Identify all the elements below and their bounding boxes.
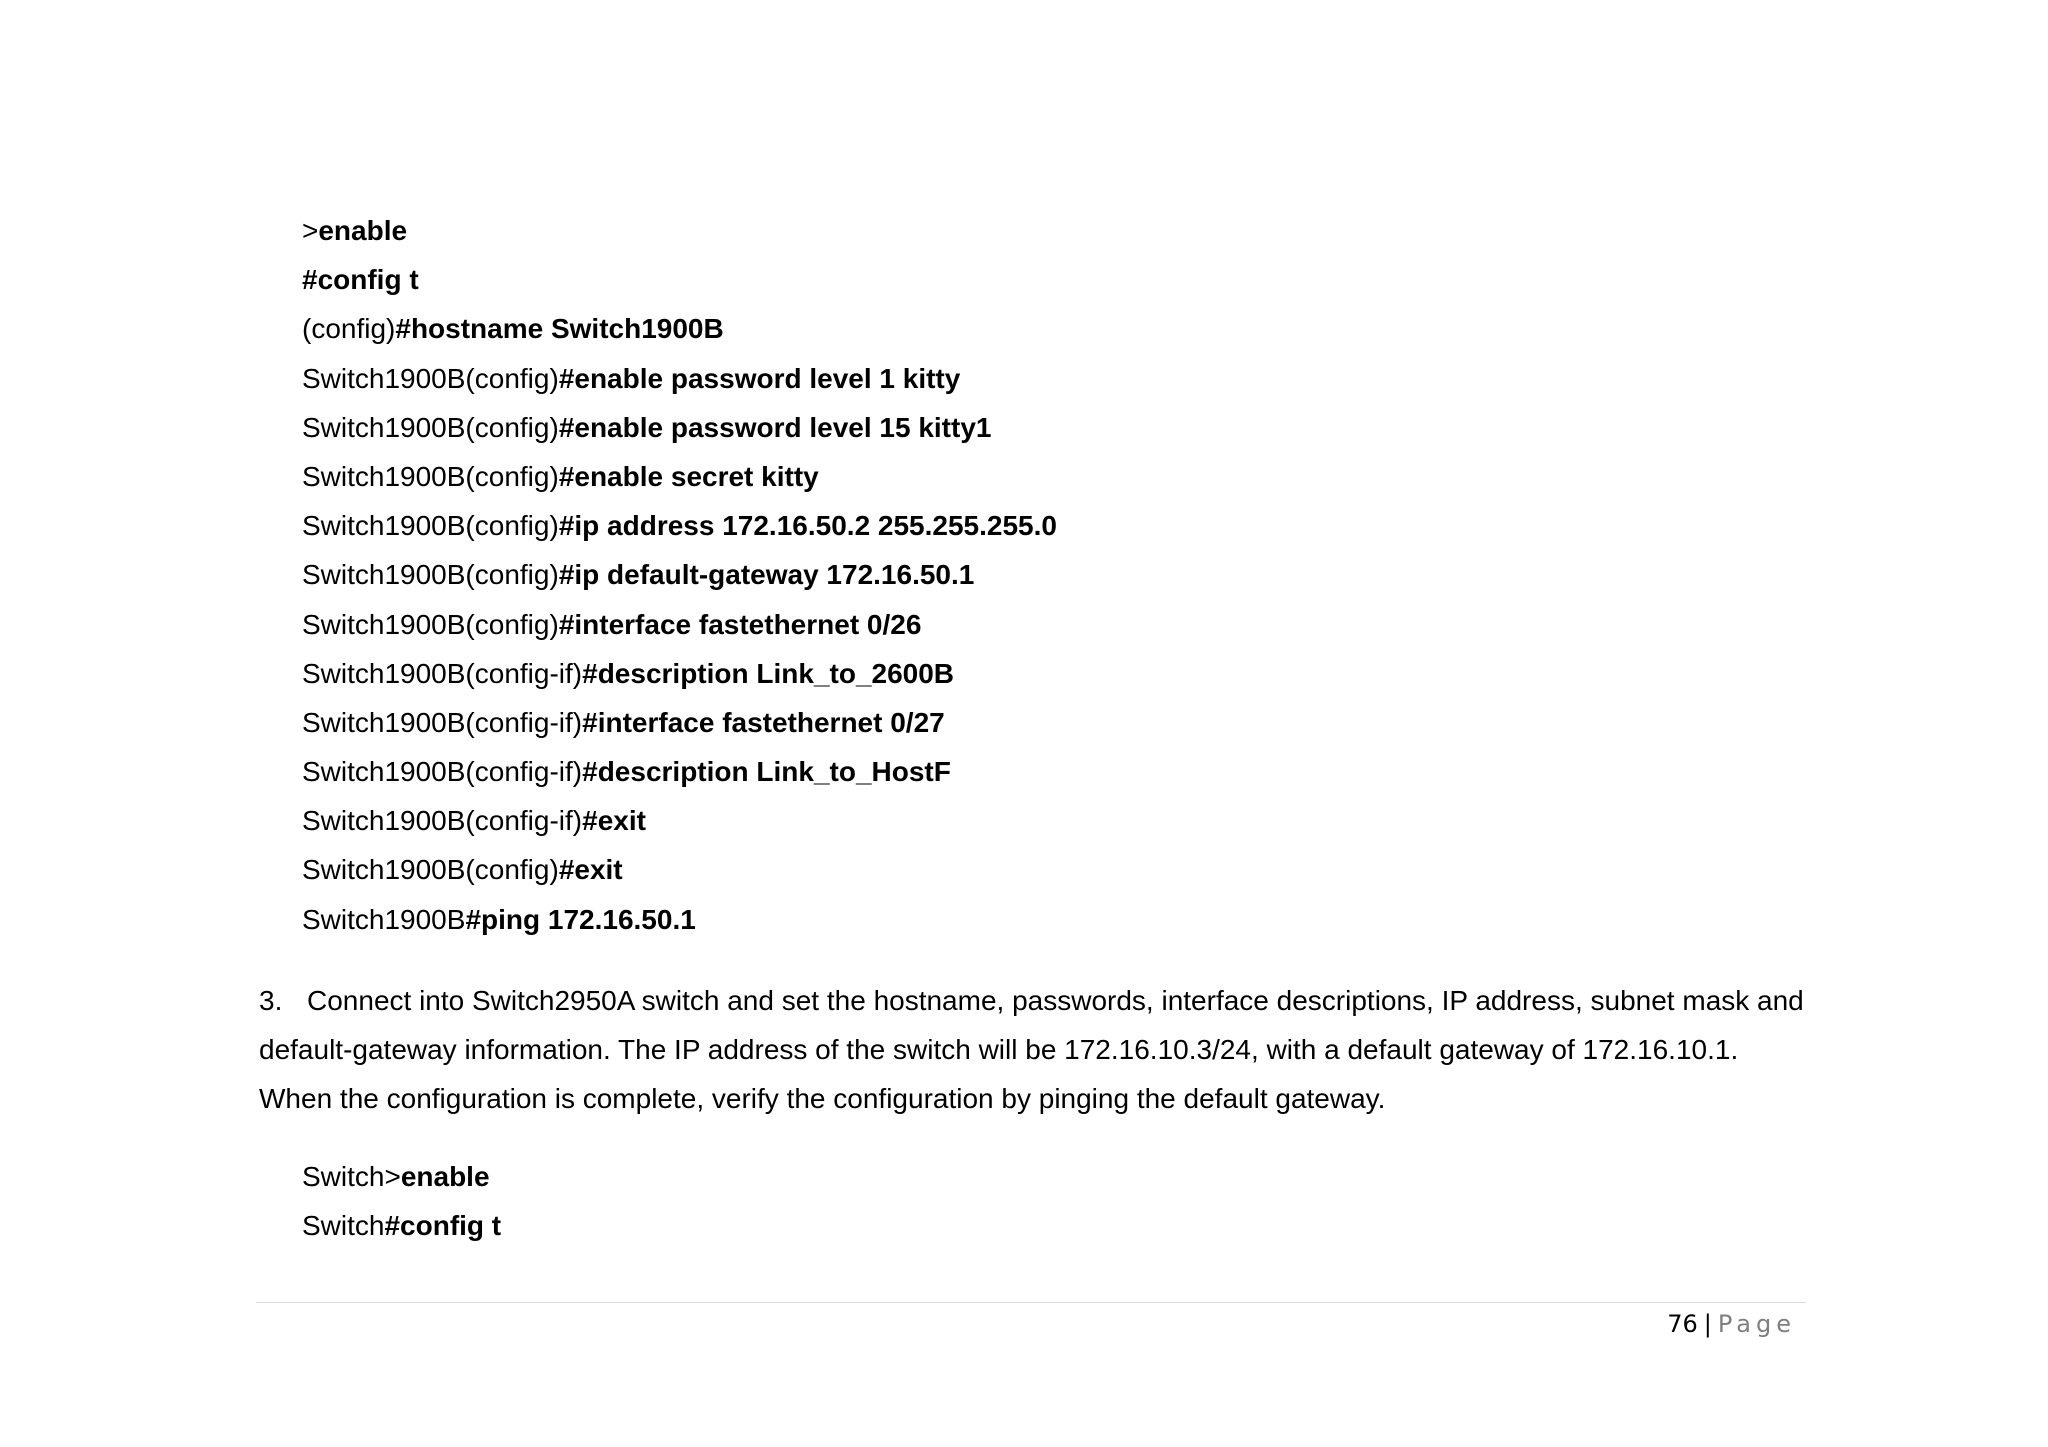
command-listing-switch1900b: [302, 206, 1057, 944]
command-line: [302, 255, 1057, 304]
cli-prompt: Switch1900B: [302, 903, 466, 935]
command-line: [302, 895, 1057, 944]
cli-prompt: Switch1900B(config): [302, 411, 559, 443]
step-number: 3.: [259, 985, 283, 1016]
command-line: [302, 649, 1057, 698]
command-line: [302, 747, 1057, 796]
cli-command: #description Link_to_HostF: [582, 756, 951, 788]
command-line: [302, 304, 1057, 353]
cli-prompt: (config): [302, 313, 396, 345]
command-line: [302, 550, 1057, 599]
footer-separator: |: [1703, 1310, 1712, 1338]
command-line: [302, 1201, 501, 1250]
cli-prompt: >: [302, 215, 319, 246]
cli-prompt: Switch1900B(config): [302, 608, 559, 640]
cli-command: #description Link_to_2600B: [582, 657, 955, 689]
command-line: [302, 501, 1057, 550]
cli-command: enable: [400, 1161, 490, 1192]
page-footer: [1667, 1307, 1796, 1341]
cli-command: #ip default-gateway 172.16.50.1: [558, 559, 975, 591]
cli-command: #enable password level 15 kitty1: [558, 411, 992, 443]
cli-prompt: Switch1900B(config): [302, 854, 559, 886]
cli-command: #hostname Switch1900B: [395, 313, 724, 345]
cli-command: #exit: [558, 854, 623, 886]
page-number: 76: [1667, 1310, 1698, 1338]
cli-prompt: Switch1900B(config): [302, 559, 559, 591]
cli-prompt: Switch1900B(config-if): [302, 805, 583, 837]
command-line: [302, 452, 1057, 501]
cli-prompt: Switch1900B(config): [302, 460, 559, 492]
command-line: [302, 1152, 501, 1201]
command-line: [302, 206, 1057, 255]
command-line: [302, 845, 1057, 894]
command-line: [302, 403, 1057, 452]
cli-prompt: Switch: [302, 1210, 385, 1242]
cli-prompt: Switch>: [302, 1161, 401, 1192]
cli-prompt: Switch1900B(config): [302, 362, 559, 394]
page-label: Page: [1717, 1310, 1796, 1338]
step-3-paragraph: [259, 976, 1809, 1124]
cli-command: #interface fastethernet 0/27: [582, 706, 945, 738]
cli-command: #ping 172.16.50.1: [465, 903, 696, 935]
cli-prompt: Switch1900B(config-if): [302, 756, 583, 788]
cli-command: #config t: [302, 264, 419, 296]
cli-command: enable: [318, 215, 408, 246]
cli-prompt: Switch1900B(config-if): [302, 706, 583, 738]
cli-command: #enable secret kitty: [558, 460, 819, 492]
footer-divider: [256, 1302, 1806, 1303]
step-text: Connect into Switch2950A switch and set the hostname, passwords, interface descriptions, IP address, subnet mask and default-gateway information. The IP address of the switch will be 172.16.10.3/24, with a default gateway of 172.16.10.1. When the configuration is complete, verify the configuration by pinging the default gateway.: [259, 985, 1804, 1115]
cli-prompt: Switch1900B(config-if): [302, 657, 583, 689]
command-line: [302, 698, 1057, 747]
command-line: [302, 796, 1057, 845]
command-listing-switch2950a: [302, 1152, 501, 1250]
cli-prompt: Switch1900B(config): [302, 510, 559, 542]
cli-command: #exit: [582, 805, 646, 837]
command-line: [302, 600, 1057, 649]
cli-command: #ip address 172.16.50.2 255.255.255.0: [558, 510, 1057, 542]
cli-command: #interface fastethernet 0/26: [558, 608, 922, 640]
cli-command: #enable password level 1 kitty: [558, 362, 961, 394]
command-line: [302, 354, 1057, 403]
cli-command: #config t: [384, 1210, 502, 1242]
